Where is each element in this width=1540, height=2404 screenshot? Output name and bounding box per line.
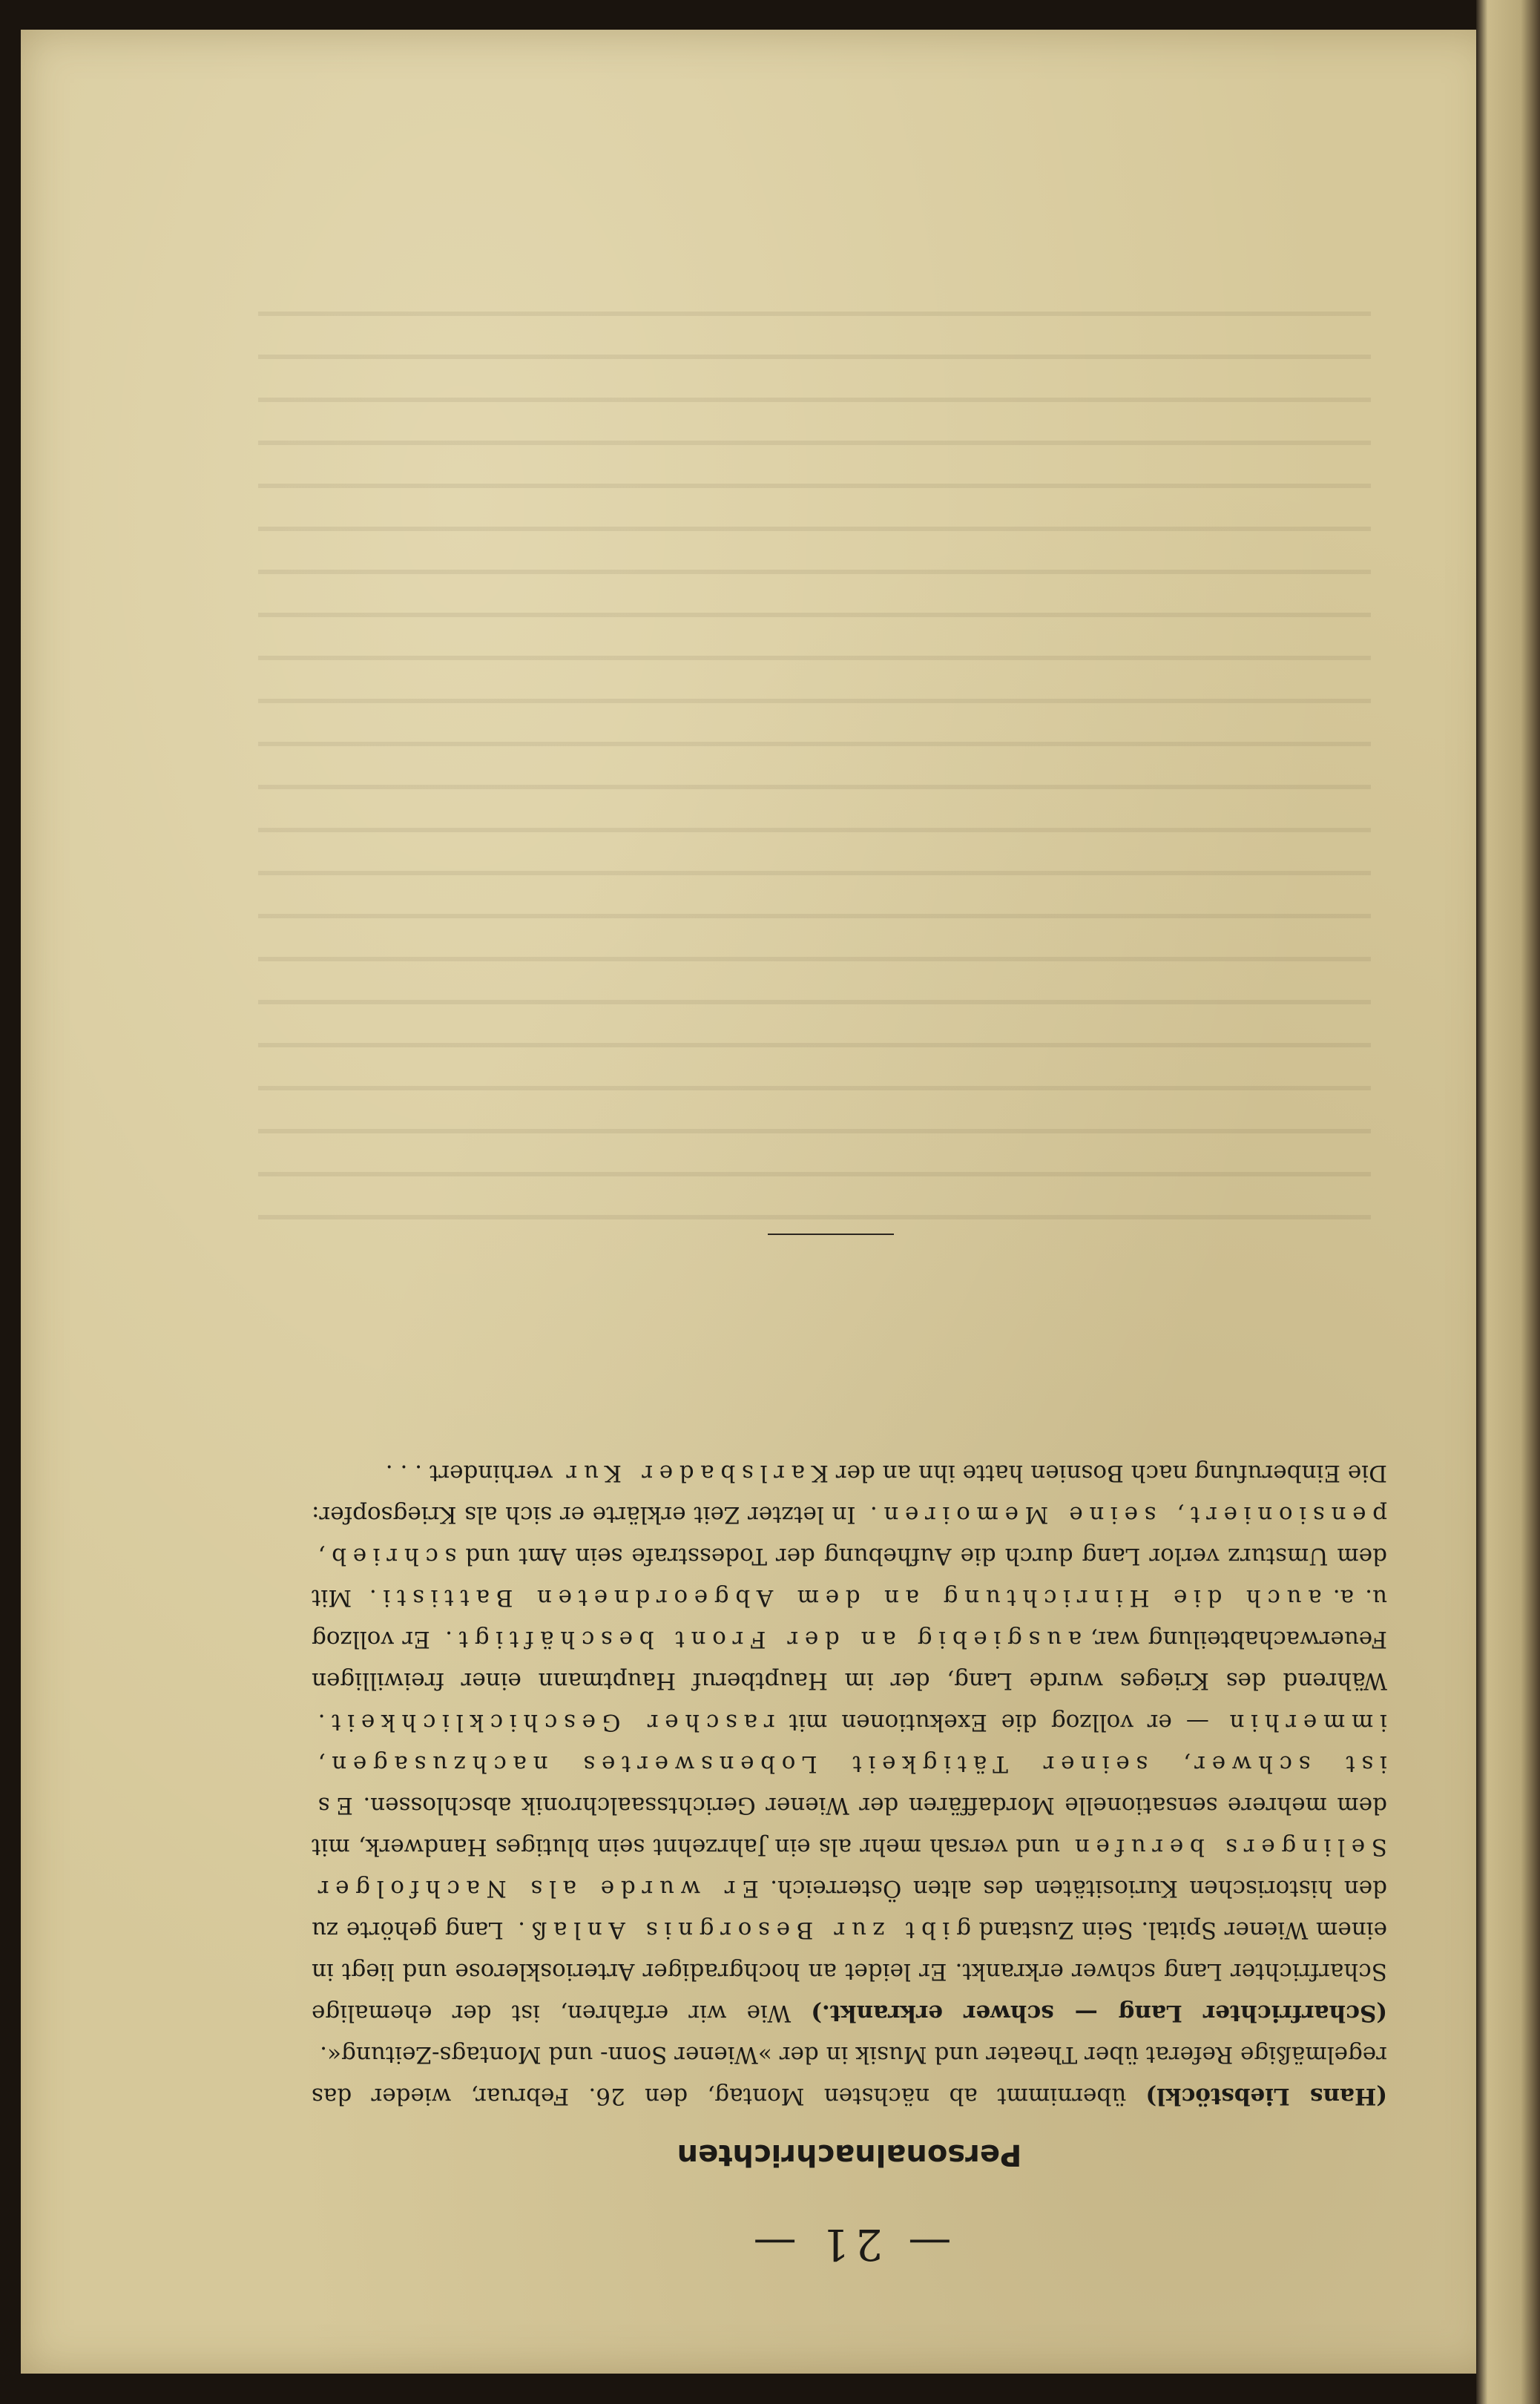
spaced-emphasis: gibt zur Besorgnis Anlaß. bbox=[511, 1917, 971, 1943]
paragraph-liebstoeckl bbox=[312, 2034, 1387, 2117]
paragraph-text: — er vollzog die Exekutionen mit bbox=[774, 1709, 1223, 1736]
paragraph-text: In letzter Zeit erklärte er sich als Kriegsopfer: Die Einberufung nach Bosnien hatte ihn an der bbox=[312, 1460, 1387, 1528]
paragraph-text: Wie wir erfahren, ist der ehemalige Scharfrichter Lang schwer erkrankt. Er leidet an hochgradiger Arteriosklerose und liegt in einem Wiener Spital. Sein Zustand bbox=[311, 1917, 1387, 2026]
spaced-emphasis: auch die Hinrichtung an dem Abgeordneten Battisti. bbox=[363, 1584, 1322, 1611]
article-body bbox=[312, 1452, 1387, 2117]
paragraph-text: Während des Krieges wurde Lang, der im Hauptberuf Hauptmann einer freiwilligen Feuerwachabteilung war, bbox=[312, 1626, 1387, 1694]
spaced-emphasis: ausgiebig an der Front beschäftigt. bbox=[438, 1626, 1082, 1653]
spaced-emphasis: Karlsbader Kur bbox=[559, 1460, 829, 1486]
spaced-emphasis: schrieb, pensioniert, seine Memoiren. bbox=[312, 1501, 1387, 1570]
book-gutter bbox=[1476, 0, 1540, 2404]
show-through-from-reverse bbox=[258, 312, 1371, 1239]
paragraph-lang bbox=[312, 1452, 1387, 2034]
spaced-emphasis: Es ist schwer, seiner Tätigkeit Lobenswertes nachzusagen, immerhin bbox=[312, 1709, 1387, 1819]
paragraph-text: verhindert . . . bbox=[385, 1460, 560, 1486]
paragraph-lead: (Scharfrichter Lang — schwer erkrankt.) bbox=[811, 2000, 1387, 2026]
page-number: — 21 — bbox=[747, 2219, 952, 2270]
spaced-emphasis: Er wurde als Nachfolger Selingers berufen bbox=[312, 1834, 1387, 1902]
paragraph-text: und versah mehr als ein Jahrzehnt sein blutiges Handwerk, mit dem mehrere sensationelle Mordaffären der Wiener Gerichtssaalchronik abschlossen. bbox=[312, 1792, 1387, 1860]
spaced-emphasis: rascher Geschicklichkeit. bbox=[312, 1709, 775, 1736]
section-divider-rule bbox=[768, 1234, 894, 1235]
section-heading: Personalnachrichten bbox=[677, 2138, 1022, 2172]
paragraph-lead: (Hans Liebstöckl) bbox=[1145, 2083, 1387, 2110]
paragraph-text: Er vollzog u. a. bbox=[312, 1584, 1387, 1653]
rotated-text-block bbox=[312, 1216, 1387, 2270]
paragraph-text: Lang gehörte zu den historischen Kuriositäten des alten Österreich. bbox=[312, 1875, 1387, 1943]
paragraph-text: Mit dem Umsturz verlor Lang durch die Aufhebung der Todesstrafe sein Amt und bbox=[312, 1543, 1387, 1611]
paragraph-text: übernimmt ab nächsten Montag, den 26. Februar, wieder das regelmäßige Referat über Theater und Musik in der »Wiener Sonn- und Montags-Zeitung«. bbox=[312, 2041, 1387, 2110]
